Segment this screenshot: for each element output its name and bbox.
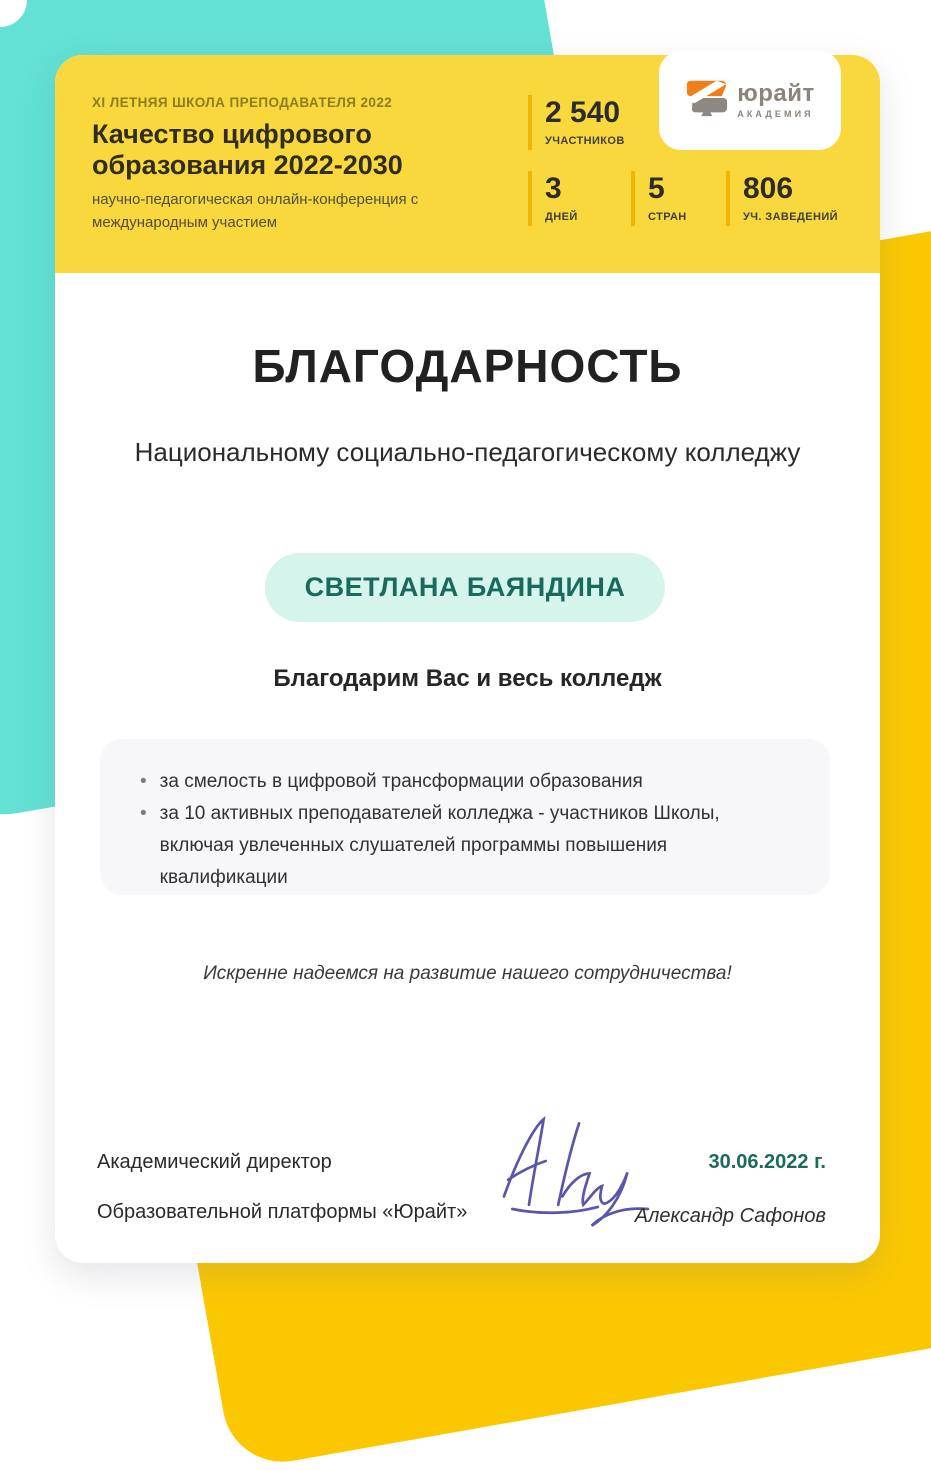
recipient-organization: Национальному социально-педагогическому колледжу	[134, 437, 801, 467]
stat-label: УЧ. ЗАВЕДЕНИЙ	[743, 211, 838, 223]
stat-label: ДНЕЙ	[545, 211, 578, 223]
signer-role-line2: Образовательной платформы «Юрайт»	[97, 1201, 468, 1223]
urait-logo-text	[737, 82, 815, 119]
event-label: XI ЛЕТНЯЯ ШКОЛА ПРЕПОДАВАТЕЛЯ 2022	[92, 95, 393, 110]
stat-label: УЧАСТНИКОВ	[545, 135, 625, 147]
urait-brand-sub: АКАДЕМИЯ	[737, 109, 814, 119]
stat-value: 5	[648, 172, 665, 205]
stat-countries	[631, 171, 687, 226]
stat-value: 3	[545, 172, 562, 205]
list-item	[140, 766, 790, 798]
urait-logo-icon	[685, 77, 729, 124]
header-band	[55, 55, 880, 273]
signer-name: Александр Сафонов	[634, 1205, 826, 1227]
event-subtitle: научно-педагогическая онлайн-конференция с международным участием	[92, 191, 419, 231]
stat-institutions	[726, 171, 838, 226]
list-item	[140, 798, 790, 894]
urait-logo-card	[659, 51, 841, 150]
reason-text: за 10 активных преподавателей колледжа - участников Школы, включая увлеченных слушателей программы повышения квалификации	[159, 802, 720, 888]
reasons-box	[100, 739, 830, 895]
stat-participants	[528, 95, 625, 150]
stat-value: 806	[743, 172, 794, 205]
reason-text: за смелость в цифровой трансформации образования	[159, 771, 643, 792]
signer-role-line1: Академический директор	[97, 1151, 332, 1173]
recipient-name: СВЕТЛАНА БАЯНДИНА	[304, 572, 626, 602]
bullet-icon: •	[140, 802, 147, 824]
certificate-title: БЛАГОДАРНОСТЬ	[252, 340, 683, 392]
stat-value: 2 540	[545, 96, 621, 129]
stat-days	[528, 171, 578, 226]
closing-line: Искренне надеемся на развитие нашего сотрудничества!	[203, 963, 732, 984]
event-title: Качество цифрового образования 2022-2030	[92, 119, 403, 180]
bullet-icon: •	[140, 771, 147, 792]
urait-brand-name: юрайт	[737, 80, 815, 107]
recipient-name-badge	[265, 553, 665, 622]
thanks-heading: Благодарим Вас и весь колледж	[273, 665, 662, 692]
signature-date: 30.06.2022 г.	[708, 1151, 826, 1173]
certificate-card	[55, 55, 880, 1263]
stat-label: СТРАН	[648, 211, 687, 223]
